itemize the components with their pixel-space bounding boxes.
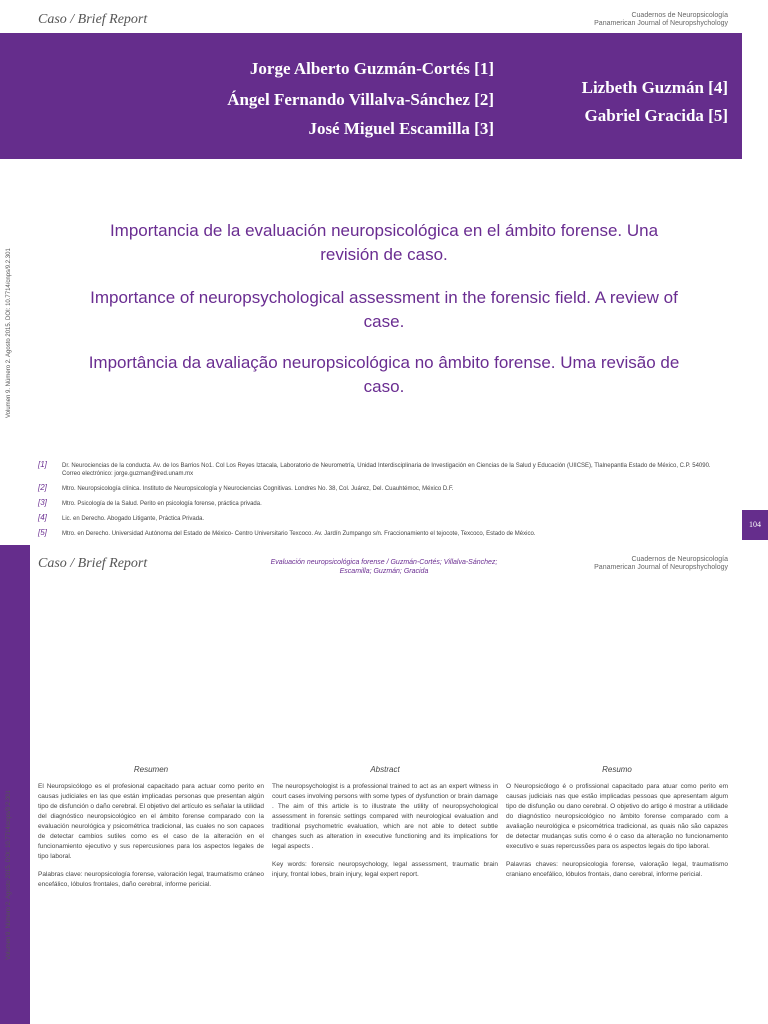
volume-reference: Volumen 9. Número 2. Agosto 2015. DOI: 10.7714/cnps/9.2.301 xyxy=(6,248,12,418)
abstract-keywords: Palavras chaves: neuropsicologia forense, valoração legal, traumatismo craniano encefálico, lóbulos frontais, dano cerebral, informe pericial. xyxy=(506,861,728,878)
volume-reference: Volumen 9. Número 2. Agosto 2015. DOI: 10.7714/cnps/9.2.301 xyxy=(6,790,12,960)
page-number: 104 xyxy=(742,510,768,540)
abstract-text: The neuropsychologist is a professional trained to act as an expert witness in court cases involving persons with some types of dysfunction or brain damage . The aim of this article is to illustrate the utility of neuropsychological assessment in forensic settings compared with neurological evaluation and traditional psychometric evaluation, which are not able to detect subtle changes such as alteration in executive functioning and its implications for legal aspects . xyxy=(272,783,498,850)
abstract-heading: Resumo xyxy=(602,765,632,774)
title-spanish: Importancia de la evaluación neuropsicológica en el ámbito forense. Una revisión de caso. xyxy=(109,221,659,264)
abstract-keywords: Key words: forensic neuropsychology, legal assessment, traumatic brain injury, frontal lobes, brain injury, legal expert report. xyxy=(272,861,498,878)
affiliation-text: Mtro. Neuropsicología clínica. Instituto de Neuropsicología y Neurociencias Cognitivas. Londres No. 38, Col. Juárez, Del. Cuauhtémoc, México D.F. xyxy=(62,486,454,492)
journal-name-es: Cuadernos de Neuropsicología xyxy=(631,556,728,563)
author-2: Ángel Fernando Villalva-Sánchez [2] xyxy=(227,90,494,109)
abstract-body xyxy=(506,782,728,880)
abstract-text: O Neuropsicólogo é o profissional capacitado para atuar como perito em causas judiciais nas que estão implicadas pessoas que apresentam algum tipo de disfunção ou dano cerebral. O objetivo do artigo é mostrar a utilidade do diagnóstico neuropsicológico no âmbito forense comparado com a avaliação neurológica e psicométrica tradicional, as quais não são capazes de detectar mudanças sutis como é o caso da alteração no funcionamento executivo e suas repercussões para os aspectos legais do tipo laboral. xyxy=(506,783,728,850)
title-english: Importance of neuropsychological assessment in the forensic field. A review of case. xyxy=(90,288,678,331)
affiliation-text: Mtro. Psicología de la Salud. Perito en psicología forense, práctica privada. xyxy=(62,501,262,507)
affiliation-number: [4] xyxy=(38,513,47,522)
affiliation-text: Lic. en Derecho. Abogado Litigante, Práctica Privada. xyxy=(62,516,205,522)
affiliation-text: Mtro. en Derecho. Universidad Autónoma del Estado de México- Centro Universitario Texcoco. Av. Jardín Zumpango s/n. Fraccionamiento el tejocote, Texcoco, Estado de México. xyxy=(62,531,536,537)
author-5: Gabriel Gracida [5] xyxy=(584,106,728,125)
section-label: Caso / Brief Report xyxy=(38,12,148,27)
abstract-body xyxy=(272,782,498,880)
affiliation-text: Dr. Neurociencias de la conducta. Av. de los Barrios No1. Col Los Reyes Iztacala, Laboratorio de Neurometría, Unidad Interdisciplinaria de Investigación en Ciencias de la Salud y Educación (UIICSE), Tlalnepantla Estado de México, C.P. 54090. Correo electrónico: jorge.guzman@ired.unam.mx xyxy=(62,463,711,477)
journal-name-es: Cuadernos de Neuropsicología xyxy=(631,12,728,19)
page-side-bar xyxy=(0,545,30,1024)
section-label: Caso / Brief Report xyxy=(38,556,148,571)
abstract-text: El Neuropsicólogo es el profesional capacitado para actuar como perito en causas judiciales en las que están implicadas personas que presentan algún tipo de disfunción o daño cerebral. El objetivo del artículo es señalar la utilidad del diagnóstico neuropsicológico en el ámbito forense comparado con la evaluación neurológica y psicométrica tradicional, las cuales no son capaces de detectar cambios sutiles como es el caso de la alteración en el funcionamiento ejecutivo y sus repercusiones para los aspectos legales de tipo laboral. xyxy=(38,783,264,860)
abstract-keywords: Palabras clave: neuropsicología forense, valoración legal, traumatismo cráneo encefálico, lóbulos frontales, daño cerebral, informe pericial. xyxy=(38,871,264,888)
journal-name-en: Panamerican Journal of Neuropshychology xyxy=(594,564,728,571)
author-4: Lizbeth Guzmán [4] xyxy=(581,78,728,97)
affiliation-number: [3] xyxy=(38,498,47,507)
author-band xyxy=(0,33,742,159)
abstract-column-pt xyxy=(506,765,728,888)
journal-name xyxy=(468,556,728,572)
journal-name-en: Panamerican Journal of Neuropshychology xyxy=(594,20,728,27)
affiliation-number: [1] xyxy=(38,460,47,469)
running-head: Evaluación neuropsicológica forense / Guzmán-Cortés; Villalva-Sánchez; Escamilla; Guzmán; Gracida xyxy=(270,559,498,575)
abstract-column-en xyxy=(272,765,498,888)
affiliation-number: [5] xyxy=(38,528,47,537)
journal-name xyxy=(468,12,728,28)
author-3: José Miguel Escamilla [3] xyxy=(308,119,494,138)
abstract-heading: Abstract xyxy=(370,765,400,774)
affiliation-number: [2] xyxy=(38,483,47,492)
author-1: Jorge Alberto Guzmán-Cortés [1] xyxy=(249,59,494,78)
abstract-column-es xyxy=(38,765,264,898)
abstract-heading: Resumen xyxy=(133,765,169,774)
abstract-body xyxy=(38,782,264,890)
title-portuguese: Importância da avaliação neuropsicológica no âmbito forense. Uma revisão de caso. xyxy=(88,353,680,396)
